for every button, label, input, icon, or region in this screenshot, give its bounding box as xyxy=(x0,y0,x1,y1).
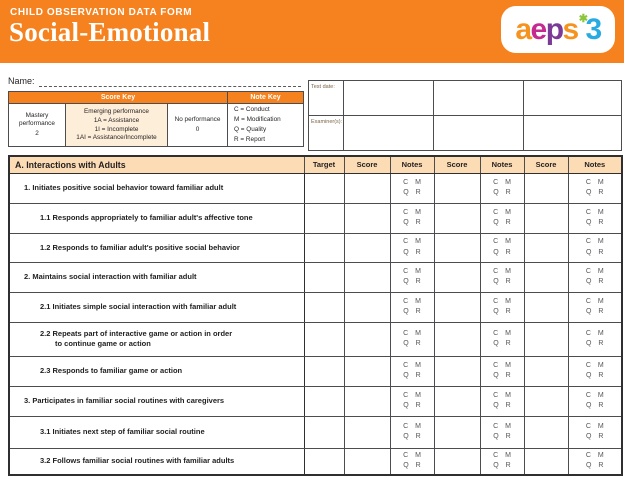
item-label-line2: to continue game or action xyxy=(55,339,151,348)
note-codes-cm: C M xyxy=(493,178,511,186)
target-cell[interactable] xyxy=(304,292,344,322)
item-label: 2. Maintains social interaction with familiar adult xyxy=(24,272,197,282)
note-codes-qr: Q R xyxy=(403,462,421,470)
table-row xyxy=(9,386,622,416)
item-label-cell xyxy=(9,233,304,262)
notes-cell[interactable] xyxy=(480,262,524,292)
note-codes-qr: Q R xyxy=(586,308,604,315)
score-cell[interactable] xyxy=(434,203,480,233)
score-cell[interactable] xyxy=(344,262,390,292)
score-cell[interactable] xyxy=(344,322,390,356)
notes-cell[interactable] xyxy=(568,262,622,292)
note-codes-cm: C M xyxy=(493,422,511,430)
logo-letter-a: a xyxy=(515,12,531,46)
score-cell[interactable] xyxy=(434,173,480,203)
notes-cell[interactable] xyxy=(568,173,622,203)
form-type-label: CHILD OBSERVATION DATA FORM xyxy=(10,7,193,18)
target-cell[interactable] xyxy=(304,416,344,448)
target-cell[interactable] xyxy=(304,203,344,233)
note-codes-cm: C M xyxy=(585,422,604,430)
score-cell[interactable] xyxy=(344,448,390,475)
item-label: 2.2 Repeats part of interactive game or action in order xyxy=(40,329,233,339)
note-codes-qr: Q R xyxy=(403,340,421,347)
examiner-cell[interactable] xyxy=(434,116,524,151)
emerging-line-3: 1AI = Assistance/Incomplete xyxy=(76,133,157,141)
note-key-item-q: Q = Quality xyxy=(234,126,267,133)
note-codes-cm: C M xyxy=(493,391,511,399)
note-codes-qr: Q R xyxy=(493,402,511,409)
emerging-performance-cell xyxy=(66,104,168,147)
column-header-target: Target xyxy=(304,156,344,173)
notes-cell[interactable] xyxy=(480,322,524,356)
item-label-cell xyxy=(9,262,304,292)
score-cell[interactable] xyxy=(524,262,568,292)
logo-star-icon: ✱ xyxy=(578,13,587,25)
item-label: 1.1 Responds appropriately to familiar adult's affective tone xyxy=(40,213,253,223)
note-codes-qr: Q R xyxy=(403,248,421,256)
item-label-cell xyxy=(9,448,304,475)
note-codes-qr: Q R xyxy=(586,462,604,470)
notes-cell[interactable] xyxy=(480,233,524,262)
note-codes-cm: C M xyxy=(493,208,511,216)
logo-letter-p: p xyxy=(545,12,563,46)
note-codes-cm: C M xyxy=(403,267,421,275)
column-header-notes-3: Notes xyxy=(568,156,622,173)
test-date-cell[interactable] xyxy=(344,81,434,116)
target-cell[interactable] xyxy=(304,173,344,203)
score-cell[interactable] xyxy=(524,356,568,386)
note-codes-qr: Q R xyxy=(493,433,511,440)
table-row xyxy=(9,292,622,322)
note-codes-cm: C M xyxy=(403,329,421,337)
note-codes-cm: C M xyxy=(585,361,604,369)
score-cell[interactable] xyxy=(434,322,480,356)
test-date-label: Test date: xyxy=(309,81,344,116)
examiner-cell[interactable] xyxy=(344,116,434,151)
score-cell[interactable] xyxy=(434,262,480,292)
name-label: Name: xyxy=(8,76,35,86)
note-codes-cm: C M xyxy=(585,451,604,459)
note-codes-cm: C M xyxy=(403,178,421,186)
item-label: 1.2 Responds to familiar adult's positive social behavior xyxy=(40,242,240,252)
page-title: Social-Emotional xyxy=(9,17,211,47)
notes-cell[interactable] xyxy=(390,416,434,448)
form-header-banner xyxy=(0,0,624,63)
item-label-cell xyxy=(9,322,304,356)
item-label-cell xyxy=(9,356,304,386)
score-cell[interactable] xyxy=(524,448,568,475)
notes-cell[interactable] xyxy=(480,356,524,386)
table-row xyxy=(9,262,622,292)
score-cell[interactable] xyxy=(344,416,390,448)
score-cell[interactable] xyxy=(344,233,390,262)
target-cell[interactable] xyxy=(304,262,344,292)
column-header-score-1: Score xyxy=(344,156,390,173)
note-codes-qr: Q R xyxy=(493,308,511,315)
mastery-label: Mastery performance xyxy=(19,112,55,128)
notes-cell[interactable] xyxy=(568,203,622,233)
table-row xyxy=(9,233,622,262)
column-header-score-3: Score xyxy=(524,156,568,173)
target-cell[interactable] xyxy=(304,386,344,416)
note-codes-cm: C M xyxy=(493,451,511,459)
score-cell[interactable] xyxy=(524,173,568,203)
score-cell[interactable] xyxy=(434,356,480,386)
observation-table xyxy=(8,155,623,476)
note-codes-cm: C M xyxy=(493,267,511,275)
note-codes-cm: C M xyxy=(585,329,604,337)
target-cell[interactable] xyxy=(304,448,344,475)
note-codes-qr: Q R xyxy=(586,189,604,196)
note-key-item-r: R = Report xyxy=(234,135,266,143)
note-key-item-m: M = Modification xyxy=(234,116,281,124)
item-label-cell xyxy=(9,203,304,233)
score-cell[interactable] xyxy=(434,292,480,322)
column-header-notes-2: Notes xyxy=(480,156,524,173)
note-codes-qr: Q R xyxy=(586,433,604,440)
note-codes-qr: Q R xyxy=(493,372,511,379)
notes-cell[interactable] xyxy=(390,448,434,475)
test-date-cell[interactable] xyxy=(434,81,524,116)
item-label: 3.2 Follows familiar social routines with familiar adults xyxy=(40,456,235,466)
item-label-cell xyxy=(9,386,304,416)
item-label: 1. Initiates positive social behavior toward familiar adult xyxy=(24,183,224,193)
aeps3-logo xyxy=(501,6,615,53)
name-input-line[interactable] xyxy=(39,76,301,87)
note-codes-qr: Q R xyxy=(493,248,511,256)
score-cell[interactable] xyxy=(524,416,568,448)
notes-cell[interactable] xyxy=(480,386,524,416)
note-codes-cm: C M xyxy=(585,238,604,245)
notes-cell[interactable] xyxy=(568,233,622,262)
note-codes-qr: Q R xyxy=(586,340,604,347)
emerging-line-2: 1I = Incomplete xyxy=(94,125,139,133)
notes-cell[interactable] xyxy=(390,356,434,386)
emerging-line-1: 1A = Assistance xyxy=(93,117,140,125)
note-key-cell xyxy=(228,104,304,147)
observation-table-body xyxy=(9,173,622,475)
notes-cell[interactable] xyxy=(480,292,524,322)
notes-cell[interactable] xyxy=(568,416,622,448)
mastery-performance-cell xyxy=(9,104,66,147)
column-header-notes-1: Notes xyxy=(390,156,434,173)
note-codes-qr: Q R xyxy=(403,189,421,196)
note-codes-qr: Q R xyxy=(493,340,511,347)
score-cell[interactable] xyxy=(524,322,568,356)
section-header: A. Interactions with Adults xyxy=(9,156,304,173)
score-cell[interactable] xyxy=(434,233,480,262)
score-cell[interactable] xyxy=(434,448,480,475)
note-codes-qr: Q R xyxy=(586,219,604,226)
notes-cell[interactable] xyxy=(568,448,622,475)
no-performance-label: No performance xyxy=(174,116,221,124)
note-codes-qr: Q R xyxy=(493,462,511,470)
note-codes-cm: C M xyxy=(403,208,421,216)
notes-cell[interactable] xyxy=(390,262,434,292)
item-label: 3. Participates in familiar social routines with caregivers xyxy=(24,396,225,406)
score-cell[interactable] xyxy=(344,203,390,233)
examiner-cell[interactable] xyxy=(524,116,622,151)
notes-cell[interactable] xyxy=(568,292,622,322)
score-cell[interactable] xyxy=(524,386,568,416)
note-codes-cm: C M xyxy=(493,238,511,245)
score-cell[interactable] xyxy=(524,292,568,322)
note-codes-cm: C M xyxy=(403,391,421,399)
note-codes-cm: C M xyxy=(493,329,511,337)
note-codes-cm: C M xyxy=(585,391,604,399)
note-codes-cm: C M xyxy=(585,208,604,216)
note-codes-cm: C M xyxy=(585,178,604,186)
note-codes-qr: Q R xyxy=(586,278,604,285)
note-codes-qr: Q R xyxy=(493,278,511,285)
note-key-item-c: C = Conduct xyxy=(234,106,270,114)
target-cell[interactable] xyxy=(304,233,344,262)
score-cell[interactable] xyxy=(344,386,390,416)
score-cell[interactable] xyxy=(434,386,480,416)
notes-cell[interactable] xyxy=(568,386,622,416)
note-codes-qr: Q R xyxy=(403,219,421,226)
item-label: 3.1 Initiates next step of familiar social routine xyxy=(40,427,205,437)
note-codes-cm: C M xyxy=(403,451,421,459)
score-cell[interactable] xyxy=(344,173,390,203)
notes-cell[interactable] xyxy=(480,203,524,233)
emerging-label: Emerging performance xyxy=(83,108,149,116)
notes-cell[interactable] xyxy=(568,356,622,386)
item-label-cell xyxy=(9,173,304,203)
logo-letter-e: e xyxy=(530,12,546,46)
score-key-title: Score Key xyxy=(9,92,228,104)
test-date-cell[interactable] xyxy=(524,81,622,116)
logo-letter-s: s xyxy=(562,12,578,46)
test-date-table xyxy=(308,80,622,151)
note-codes-cm: C M xyxy=(403,238,421,245)
score-cell[interactable] xyxy=(344,356,390,386)
item-label-cell xyxy=(9,292,304,322)
notes-cell[interactable] xyxy=(568,322,622,356)
target-cell[interactable] xyxy=(304,356,344,386)
mastery-value: 2 xyxy=(35,129,39,137)
note-codes-cm: C M xyxy=(493,297,511,305)
notes-cell[interactable] xyxy=(390,203,434,233)
target-cell[interactable] xyxy=(304,322,344,356)
note-codes-qr: Q R xyxy=(586,248,604,256)
item-label-cell xyxy=(9,416,304,448)
item-label: 2.1 Initiates simple social interaction with familiar adult xyxy=(40,302,237,312)
notes-cell[interactable] xyxy=(480,448,524,475)
note-codes-cm: C M xyxy=(403,422,421,430)
note-key-title: Note Key xyxy=(228,92,304,104)
table-row xyxy=(9,448,622,475)
notes-cell[interactable] xyxy=(390,233,434,262)
score-cell[interactable] xyxy=(524,233,568,262)
no-performance-value: 0 xyxy=(195,125,200,133)
note-codes-qr: Q R xyxy=(403,372,421,379)
note-codes-qr: Q R xyxy=(493,189,511,196)
score-cell[interactable] xyxy=(524,203,568,233)
note-codes-qr: Q R xyxy=(493,219,511,226)
notes-cell[interactable] xyxy=(390,386,434,416)
note-codes-qr: Q R xyxy=(586,372,604,379)
table-row xyxy=(9,173,622,203)
note-codes-cm: C M xyxy=(403,297,421,305)
notes-cell[interactable] xyxy=(390,322,434,356)
score-cell[interactable] xyxy=(344,292,390,322)
no-performance-cell xyxy=(168,104,228,147)
note-codes-cm: C M xyxy=(493,361,511,369)
note-codes-cm: C M xyxy=(585,267,604,275)
note-codes-cm: C M xyxy=(403,361,421,369)
note-codes-cm: C M xyxy=(585,297,604,305)
note-codes-qr: Q R xyxy=(403,308,421,315)
note-codes-qr: Q R xyxy=(403,402,421,409)
note-codes-qr: Q R xyxy=(403,278,421,285)
table-row xyxy=(9,416,622,448)
item-label: 2.3 Responds to familiar game or action xyxy=(40,366,183,376)
logo-digit-3: 3 xyxy=(585,12,601,46)
notes-cell[interactable] xyxy=(480,416,524,448)
score-key-table xyxy=(8,91,304,147)
table-row xyxy=(9,203,622,233)
notes-cell[interactable] xyxy=(390,173,434,203)
table-row xyxy=(9,356,622,386)
table-row xyxy=(9,322,622,356)
note-codes-qr: Q R xyxy=(403,433,421,440)
note-codes-qr: Q R xyxy=(586,402,604,409)
examiner-label: Examiner(s): xyxy=(309,116,344,151)
notes-cell[interactable] xyxy=(480,173,524,203)
score-cell[interactable] xyxy=(434,416,480,448)
column-header-score-2: Score xyxy=(434,156,480,173)
header-row xyxy=(9,156,622,173)
notes-cell[interactable] xyxy=(390,292,434,322)
